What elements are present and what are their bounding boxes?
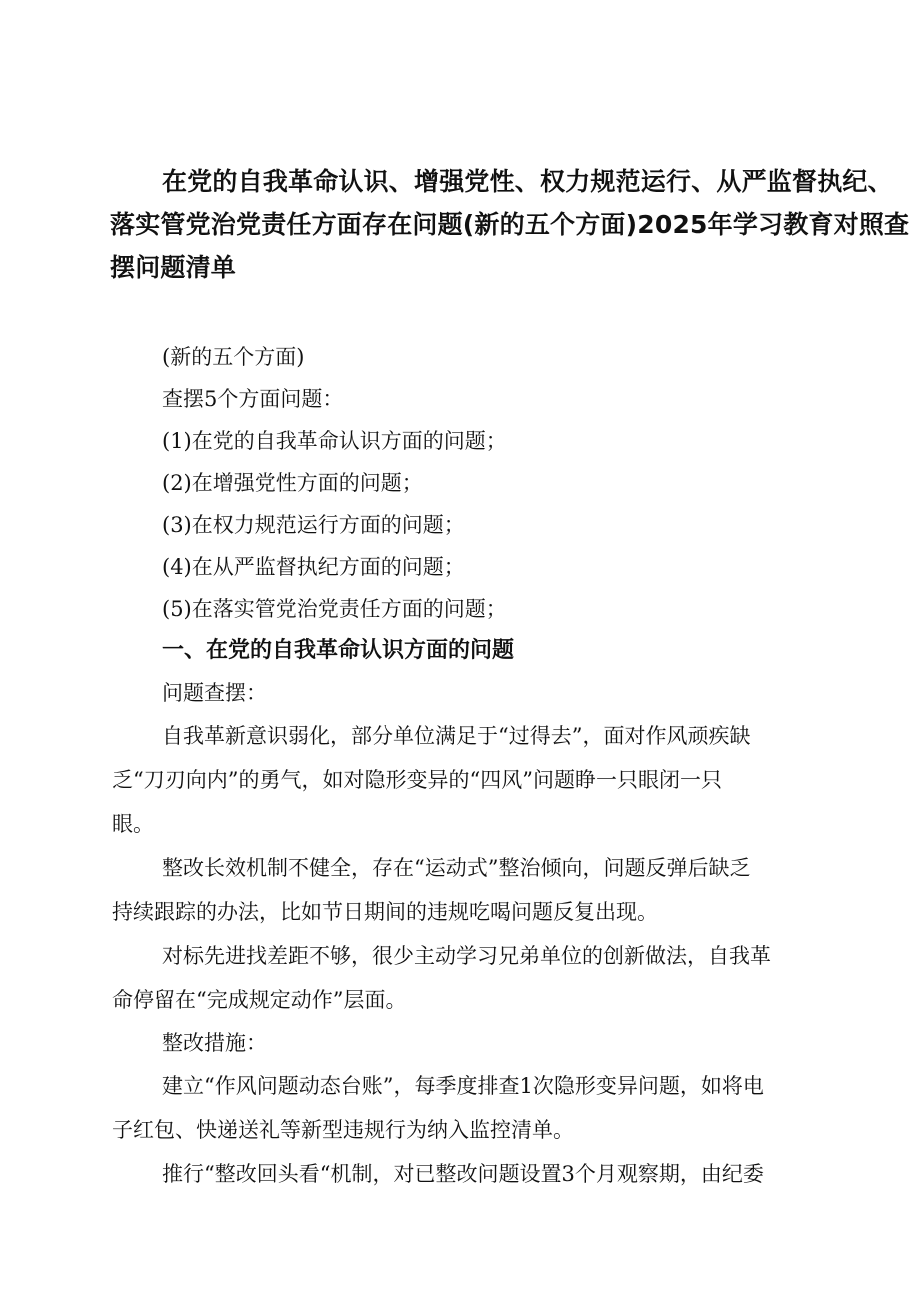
- paragraph-line: 子红包、快递送礼等新型违规行为纳入监控清单。: [112, 1118, 574, 1142]
- list-item: (2)在增强党性方面的问题；: [162, 471, 423, 495]
- lead-text: 查摆5个方面问题：: [162, 387, 344, 411]
- document-title: [110, 160, 910, 289]
- paragraph-line: 对标先进找差距不够，很少主动学习兄弟单位的创新做法，自我革: [162, 944, 771, 968]
- list-item: (1)在党的自我革命认识方面的问题；: [162, 429, 507, 453]
- section-heading: 一、在党的自我革命认识方面的问题: [162, 638, 515, 663]
- paragraph-line: 眼。: [112, 812, 154, 836]
- paragraph-line: 自我革新意识弱化，部分单位满足于“过得去”，面对作风顽疾缺: [162, 724, 751, 748]
- paragraph-line: 建立“作风问题动态台账”，每季度排查1次隐形变异问题，如将电: [162, 1074, 764, 1098]
- title-line-3: 摆问题清单: [110, 253, 237, 282]
- subtitle: (新的五个方面): [162, 345, 305, 369]
- document-body: [112, 336, 832, 1196]
- measures-label: 整改措施：: [162, 1031, 267, 1055]
- paragraph: [112, 1064, 832, 1152]
- list-item: (5)在落实管党治党责任方面的问题；: [162, 597, 507, 621]
- list-item: (4)在从严监督执纪方面的问题；: [162, 555, 465, 579]
- title-line-2: 落实管党治党责任方面存在问题(新的五个方面)2025年学习教育对照查: [110, 210, 910, 239]
- paragraph: [112, 714, 832, 846]
- paragraph-line: 整改长效机制不健全，存在“运动式”整治倾向，问题反弹后缺乏: [162, 856, 751, 880]
- paragraph: [112, 846, 832, 934]
- list-item: (3)在权力规范运行方面的问题；: [162, 513, 465, 537]
- paragraph: [112, 934, 832, 1022]
- paragraph: [112, 1152, 832, 1196]
- paragraph-line: 推行“整改回头看“机制，对已整改问题设置3个月观察期，由纪委: [162, 1162, 764, 1186]
- paragraph-line: 持续跟踪的办法，比如节日期间的违规吃喝问题反复出现。: [112, 900, 658, 924]
- title-line-1: 在党的自我革命认识、增强党性、权力规范运行、从严监督执纪、: [162, 167, 893, 196]
- paragraph-line: 命停留在“完成规定动作”层面。: [112, 988, 407, 1012]
- paragraph-line: 乏“刀刃向内”的勇气，如对隐形变异的“四风”问题睁一只眼闭一只: [112, 768, 722, 792]
- problems-label: 问题查摆：: [162, 681, 267, 705]
